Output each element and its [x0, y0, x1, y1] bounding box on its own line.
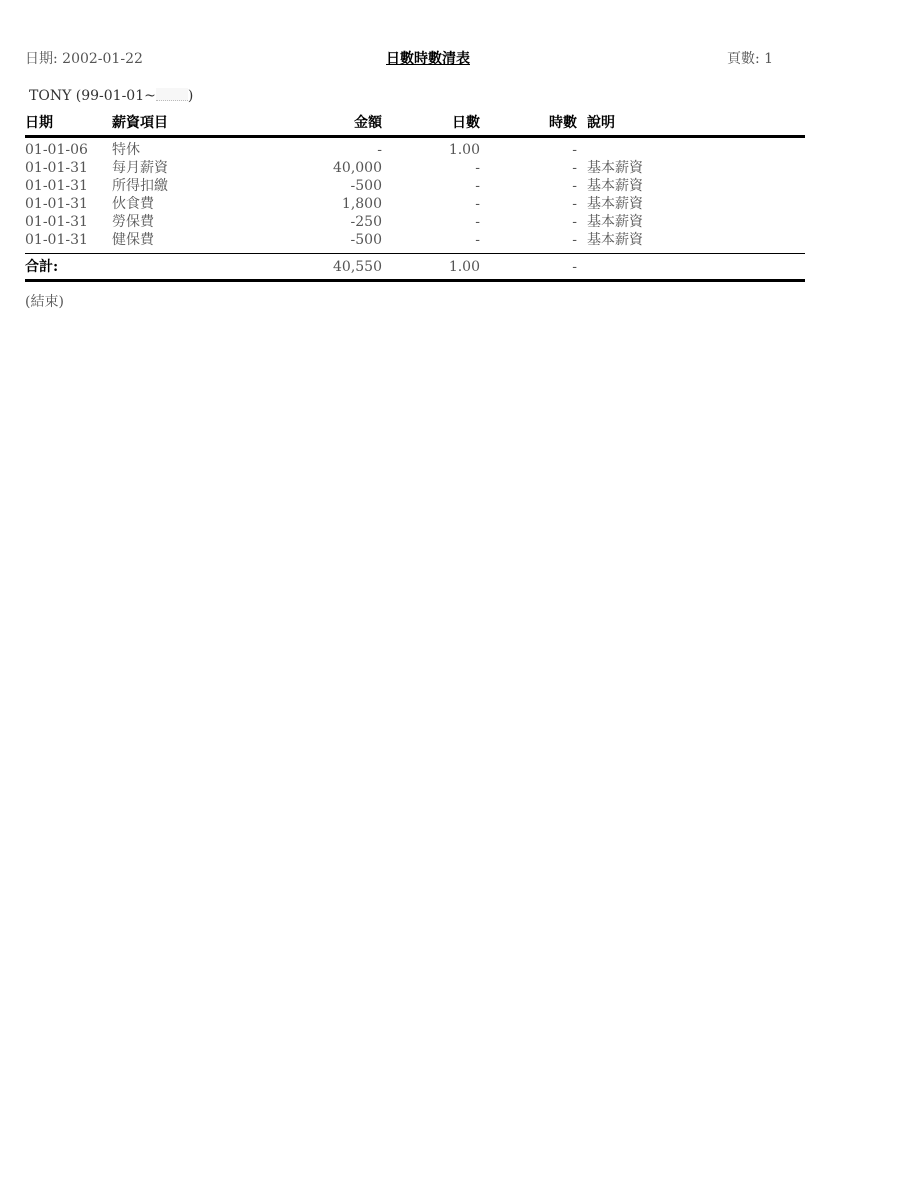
- page-number: 頁數: 1: [727, 51, 774, 67]
- col-header-item: 薪資項目: [112, 115, 168, 131]
- totals-bottom-rule: [25, 279, 805, 282]
- row-item: 特休: [112, 142, 140, 158]
- row-hours: -: [572, 142, 577, 158]
- row-date: 01-01-31: [25, 196, 88, 212]
- row-note: 基本薪資: [587, 196, 643, 212]
- col-header-days: 日數: [452, 115, 480, 131]
- row-amount: -: [377, 142, 382, 158]
- row-days: -: [475, 196, 480, 212]
- row-note: 基本薪資: [587, 214, 643, 230]
- row-date: 01-01-31: [25, 232, 88, 248]
- row-hours: -: [572, 214, 577, 230]
- row-days: 1.00: [448, 142, 480, 158]
- row-hours: -: [572, 232, 577, 248]
- row-hours: -: [572, 160, 577, 176]
- totals-label: 合計:: [25, 259, 59, 275]
- row-note: 基本薪資: [587, 232, 643, 248]
- table-row: [0, 141, 913, 159]
- col-header-amount: 金額: [354, 115, 382, 131]
- row-days: -: [475, 232, 480, 248]
- table-row: [0, 177, 913, 195]
- row-note: 基本薪資: [587, 160, 643, 176]
- row-hours: -: [572, 196, 577, 212]
- row-days: -: [475, 160, 480, 176]
- totals-hours: -: [572, 259, 577, 275]
- report-title: 日數時數清表: [386, 51, 470, 67]
- totals-days: 1.00: [448, 259, 480, 275]
- row-date: 01-01-06: [25, 142, 88, 158]
- row-item: 伙食費: [112, 196, 154, 212]
- table-row: [0, 159, 913, 177]
- row-hours: -: [572, 178, 577, 194]
- table-row: [0, 213, 913, 231]
- row-date: 01-01-31: [25, 214, 88, 230]
- range-end-blank: [156, 88, 188, 101]
- row-days: -: [475, 214, 480, 230]
- table-row: [0, 231, 913, 249]
- report-date: 日期: 2002-01-22: [25, 51, 143, 67]
- end-marker: (結束): [25, 294, 64, 310]
- row-item: 所得扣繳: [112, 178, 168, 194]
- table-row: [0, 195, 913, 213]
- row-note: 基本薪資: [587, 178, 643, 194]
- row-item: 勞保費: [112, 214, 154, 230]
- totals-amount: 40,550: [333, 259, 382, 275]
- header-rule: [25, 135, 805, 138]
- row-date: 01-01-31: [25, 160, 88, 176]
- employee-range-prefix: TONY (99-01-01~: [29, 88, 156, 104]
- totals-top-rule: [25, 253, 805, 254]
- col-header-hours: 時數: [549, 115, 577, 131]
- row-amount: -250: [350, 214, 382, 230]
- col-header-date: 日期: [25, 115, 53, 131]
- row-date: 01-01-31: [25, 178, 88, 194]
- row-amount: 1,800: [341, 196, 382, 212]
- row-amount: -500: [350, 178, 382, 194]
- employee-range-suffix: ): [187, 88, 194, 104]
- row-item: 健保費: [112, 232, 154, 248]
- row-amount: 40,000: [333, 160, 382, 176]
- totals-row: [0, 258, 913, 276]
- col-header-note: 說明: [587, 115, 615, 131]
- row-item: 每月薪資: [112, 160, 168, 176]
- employee-range: [29, 87, 193, 105]
- row-amount: -500: [350, 232, 382, 248]
- row-days: -: [475, 178, 480, 194]
